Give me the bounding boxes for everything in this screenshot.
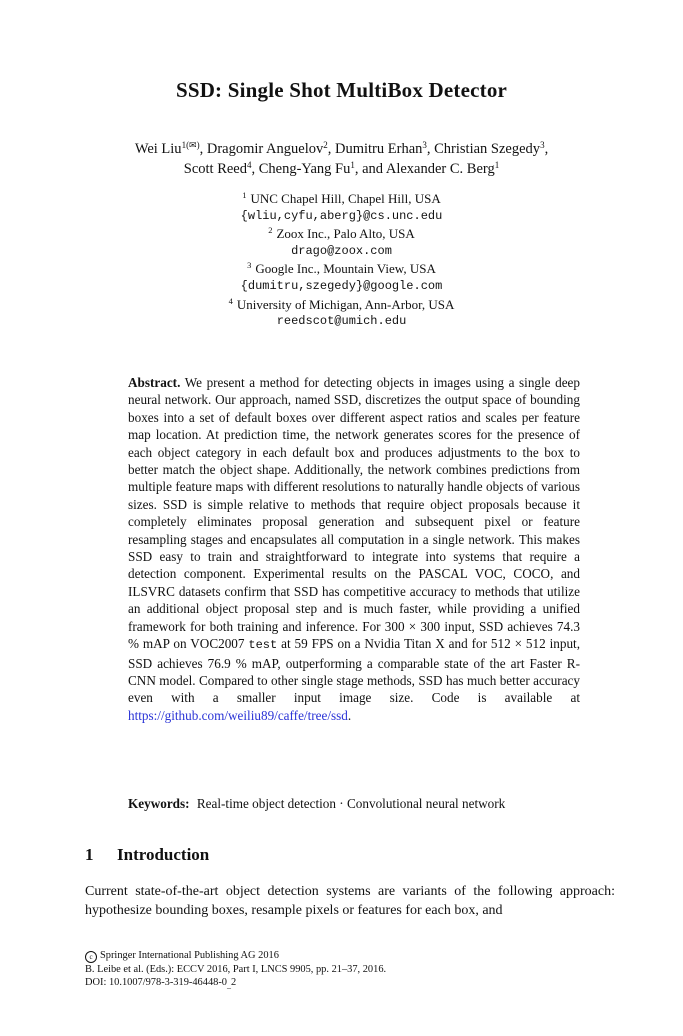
affiliation: $^2$ Zoox Inc., Palo Alto, USA bbox=[268, 225, 415, 242]
email: reedscot@umich.edu bbox=[276, 314, 407, 329]
affiliation: $^3$ Google Inc., Mountain View, USA bbox=[247, 260, 436, 277]
affiliation: $^1$ UNC Chapel Hill, Chapel Hill, USA bbox=[242, 190, 441, 206]
keywords: Keywords: Real-time object detection · Convolutional neural network bbox=[128, 796, 506, 811]
affiliation: $^4$ University of Michigan, Ann-Arbor, USA bbox=[228, 295, 455, 312]
keyword: Convolutional neural network bbox=[347, 796, 506, 811]
citation-line: B. Leibe et al. (Eds.): ECCV 2016, Part I, LNCS 9905, pp. 21–37, 2016. bbox=[85, 964, 387, 975]
section-heading bbox=[85, 845, 209, 865]
paper-title: SSD: Single Shot MultiBox Detector bbox=[175, 78, 508, 102]
email: drago@zoox.com bbox=[291, 243, 392, 258]
keyword: Real-time object detection bbox=[196, 796, 336, 811]
abstract-label: Abstract. bbox=[128, 375, 181, 390]
author: Dumitru Erhan$^3$, bbox=[335, 140, 435, 157]
abstract-text: We present a method for detecting objects in images using a single deep neural network. Our approach, named SSD, discretizes the output space of bounding boxes into a set of default boxes over different aspect ratios and scales per feature map location. At prediction time, the network generates scores for the presence of each object category in each default box and produces adjustments to the box to better match the object shape. Additionally, the network combines predictions from multiple feature maps with different resolutions to naturally handle objects of various sizes. SSD is simple relative to methods that require object proposals because it completely eliminates proposal generation and subsequent pixel or feature resampling stages and encapsulates all computation in a single network. This makes SSD easy to train and straightforward to integrate into systems that require a detection component. Experimental results on the PASCAL VOC, COCO, and ILSVRC datasets confirm that SSD has competitive accuracy to methods that utilize an additional object proposal step and is much faster, while providing a unified framework for both training and inference. For 300 × 300 input, SSD achieves 74.3 % mAP on VOC2007 bbox=[128, 375, 581, 652]
abstract-text-continued: at 59 FPS on a Nvidia Titan X and for 512 × 512 input, SSD achieves 76.9 % mAP, outperforming a comparable state of the art Faster R-CNN model. Compared to other single stage methods, SSD has much better accuracy even with a smaller input image size. Code is available at bbox=[128, 636, 580, 706]
doi-line: DOI: $10.1007/978-3-319-46448-0_{\_}2$ bbox=[85, 977, 237, 991]
abstract: Abstract. We present a method for detecting objects in images using a single deep neural network. Our approach, named SSD, discretizes the output space of bounding boxes into a set of default boxes over different aspect ratios and scales per feature map location. At prediction time, the network generates scores for the presence of each object category in each default box and produces adjustments to the box to better match the object shape. Additionally, the network combines predictions from multiple feature maps with different resolutions to naturally handle objects of various sizes. SSD is simple relative to methods that require object proposals because it completely eliminates proposal generation and subsequent pixel or feature resampling stages and encapsulates all computation in a single network. This makes SSD easy to train and straightforward to integrate into systems that require a detection component. Experimental results on the PASCAL VOC, COCO, and ILSVRC datasets confirm that SSD has competitive accuracy to methods that utilize an additional object proposal step and is much faster, while providing a unified framework for both training and inference. For 300 × 300 input, SSD achieves 74.3 % mAP on VOC2007 test at 59 FPS on a Nvidia Titan X and for 512 × 512 input, SSD achieves 76.9 % mAP, outperforming a comparable state of the art Faster R-CNN model. Compared to other single stage methods, SSD has much better accuracy even with a smaller input image size. Code is available at https://github.com/weiliu89/caffe/tree/ssd. bbox=[128, 375, 581, 723]
section-title: Introduction bbox=[117, 845, 210, 864]
affiliation-list bbox=[100, 190, 583, 331]
abstract-test-word: test bbox=[248, 638, 278, 653]
email: {wliu,cyfu,aberg}@cs.unc.edu bbox=[240, 208, 443, 223]
author: Wei Liu$^{1(✉)}$, bbox=[134, 140, 207, 157]
intro-paragraph: Current state-of-the-art object detection systems are variants of the following approach: hypothesize bounding boxes, resample pixels or features for each box, and bbox=[85, 884, 615, 918]
author: Alexander C. Berg$^1$ bbox=[385, 160, 500, 177]
keywords-label: Keywords: bbox=[128, 796, 190, 811]
email: {dumitru,szegedy}@google.com bbox=[240, 278, 443, 293]
section-number: 1 bbox=[85, 845, 94, 864]
footer bbox=[85, 949, 605, 992]
copyright-icon: c bbox=[85, 951, 97, 963]
author: Scott Reed$^4$, bbox=[183, 160, 259, 177]
copyright-line: c Springer International Publishing AG 2016 bbox=[85, 949, 605, 963]
author: Dragomir Anguelov$^2$, bbox=[206, 140, 335, 157]
author: Cheng-Yang Fu$^1$, and bbox=[258, 160, 386, 177]
author: Christian Szegedy$^3$, bbox=[434, 140, 549, 157]
code-link[interactable]: https://github.com/weiliu89/caffe/tree/ssd bbox=[128, 707, 348, 723]
author-list bbox=[60, 139, 623, 179]
